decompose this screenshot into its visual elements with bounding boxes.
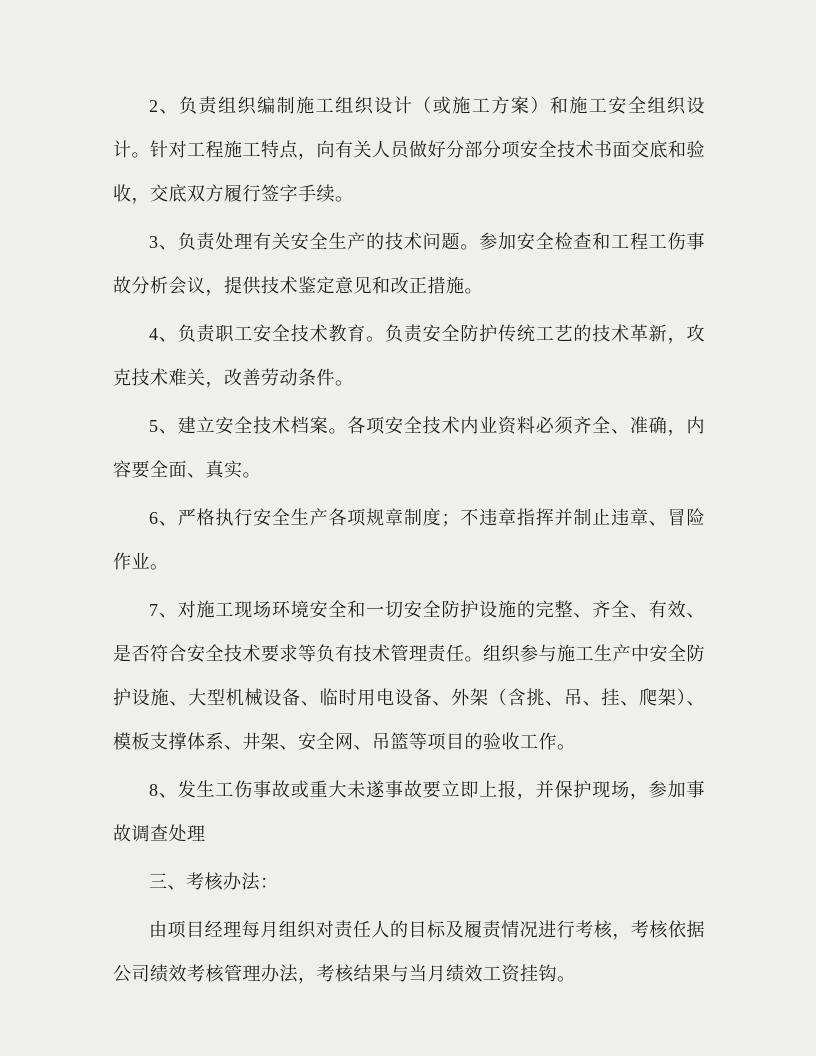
paragraph-item-8: 8、发生工伤事故或重大未遂事故要立即上报，并保护现场，参加事故调查处理: [113, 780, 705, 844]
paragraph-item-7: 7、对施工现场环境安全和一切安全防护设施的完整、齐全、有效、是否符合安全技术要求等负有技术管理责任。组织参与施工生产中安全防护设施、大型机械设备、临时用电设备、外架（含挑、吊、挂、爬架）、模板支撑体系、井架、安全网、吊篮等项目的验收工作。: [113, 600, 705, 752]
paragraph-item-5: 5、建立安全技术档案。各项安全技术内业资料必须齐全、准确，内容要全面、真实。: [113, 416, 705, 480]
paragraph-item-4: 4、负责职工安全技术教育。负责安全防护传统工艺的技术革新，攻克技术难关，改善劳动条件。: [113, 324, 705, 388]
paragraph-item-3: 3、负责处理有关安全生产的技术问题。参加安全检查和工程工伤事故分析会议，提供技术鉴定意见和改正措施。: [113, 232, 705, 296]
section-heading-assessment: 三、考核办法：: [149, 872, 279, 892]
paragraph-assessment-detail: 由项目经理每月组织对责任人的目标及履责情况进行考核，考核依据公司绩效考核管理办法，考核结果与当月绩效工资挂钩。: [113, 920, 705, 984]
paragraph-item-6: 6、严格执行安全生产各项规章制度；不违章指挥并制止违章、冒险作业。: [113, 508, 705, 572]
paragraph-item-2: 2、负责组织编制施工组织设计（或施工方案）和施工安全组织设计。针对工程施工特点，向有关人员做好分部分项安全技术书面交底和验收，交底双方履行签字手续。: [113, 96, 705, 204]
